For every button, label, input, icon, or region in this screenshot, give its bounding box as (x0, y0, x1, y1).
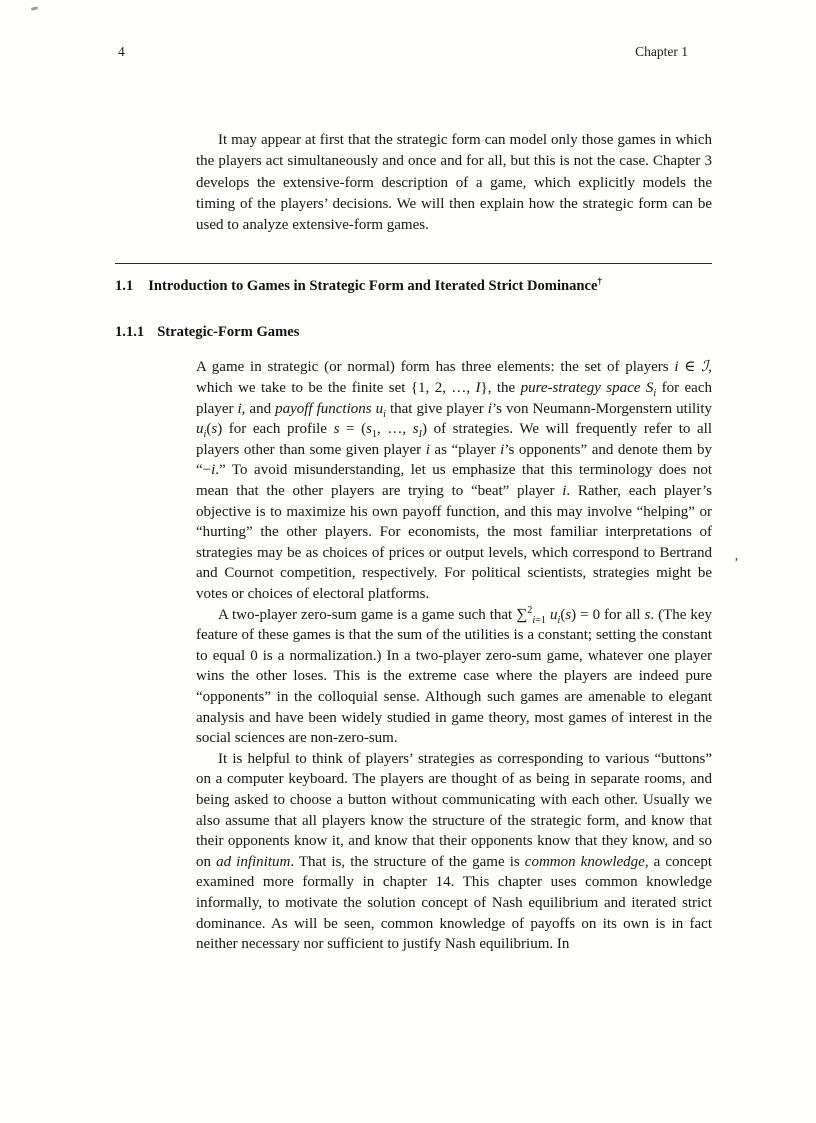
section-title (148, 277, 602, 296)
section-number: 1.1 (115, 278, 134, 295)
section-divider-rule (115, 263, 712, 264)
margin-stray-mark: ’ (734, 556, 739, 571)
section-dagger-mark: † (597, 276, 603, 287)
page-number: 4 (118, 44, 125, 59)
subsection-title: Strategic-Form Games (157, 324, 300, 341)
intro-paragraph: It may appear at first that the strategic form can model only those games in which the players act simultaneously and once and for all, but this is not the case. Chapter 3 develops the extensive-form description of a game, which explicitly models the timing of the players’ decisions. We will then explain how the strategic form can be used to analyze extensive-form games. (196, 132, 712, 234)
body-paragraph-1: A game in strategic (or normal) form has three elements: the set of players i ∈ ℐ, which we take to be the finite set {1, 2, …, I}, the pure-strategy space $S_i$ for each player i, and payoff functions $u_i$ that give player i’s von Neumann-Morgenstern utility $u_i(s)$ for each profile $s = (s_1$, …, $s_I$) of strategies. We will frequently refer to all players other than some given player i as “player i’s opponents” and denote them by “−i.” To avoid misunderstanding, let us emphasize that this terminology does not mean that the other players are trying to “beat” player i. Rather, each player’s objective is to maximize his own payoff function, and this may involve “helping” or “hurting” the other players. For economists, the most familiar interpretations of strategies may be as choices of prices or output levels, which correspond to Bertrand and Cournot competition, respectively. For political scientists, strategies might be votes or choices of electoral platforms. (196, 359, 713, 603)
body-paragraph-3: It is helpful to think of players’ strategies as corresponding to various “buttons” on a computer keyboard. The players are thought of as being in separate rooms, and being asked to choose a button without communicating with each other. Usually we also assume that all players know the structure of the strategic form, and know that their opponents know it, and know that their opponents know that they know, and so on ad infinitum. That is, the structure of the game is common knowledge, a concept examined more formally in chapter 14. This chapter uses common knowledge informally, to motivate the solution concept of Nash equilibrium and iterated strict dominance. As will be seen, common knowledge of payoffs on its own is in fact neither necessary nor sufficient to justify Nash equilibrium. In (196, 750, 713, 953)
body-text-block (196, 357, 712, 954)
chapter-running-head: Chapter 1 (635, 44, 688, 59)
section-title-text: Introduction to Games in Strategic Form and Iterated Strict Dominance (148, 278, 598, 295)
body-paragraph-2: A two-player zero-sum game is a game such that ∑$^2_{i=1}$ $u_i(s) = 0$ for all s. (The key feature of these games is that the sum of the utilities is a constant; setting the constant to equal 0 is a normalization.) In a two-player zero-sum game, whatever one player wins the other loses. This is the extreme case where the players are indeed pure “opponents” in the colloquial sense. Although such games are amenable to elegant analysis and have been widely studied in game theory, most games of interest in the social sciences are non-zero-sum. (196, 604, 713, 747)
subsection-number: 1.1.1 (115, 324, 145, 341)
scan-artifact (31, 6, 38, 10)
intro-block (196, 130, 712, 236)
section-heading (115, 277, 712, 296)
subsection-heading (115, 324, 712, 341)
running-header (118, 44, 688, 60)
